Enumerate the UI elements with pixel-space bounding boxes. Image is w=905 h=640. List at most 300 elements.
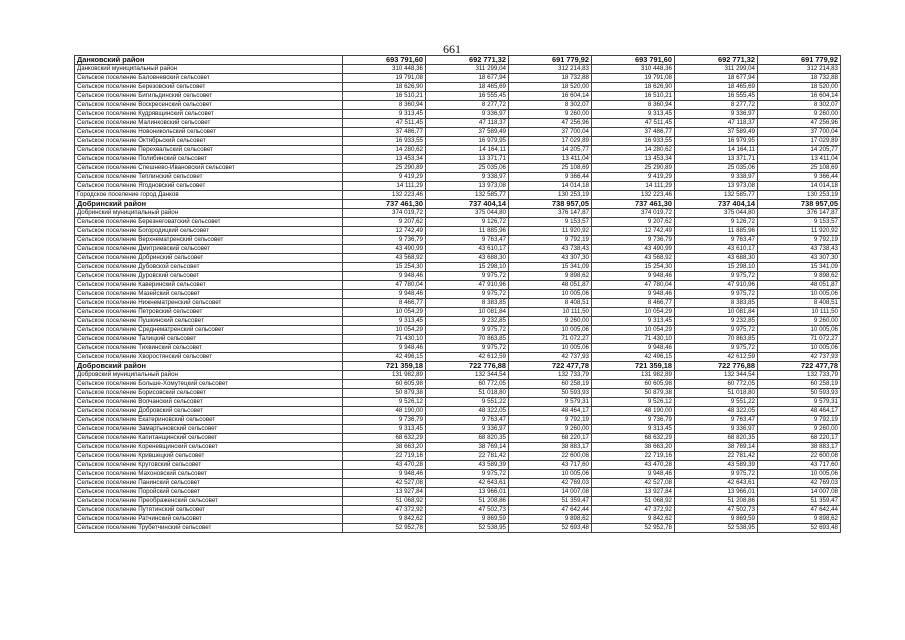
amount-cell: 9 948,46	[592, 272, 675, 281]
amount-cell: 8 302,07	[758, 101, 841, 110]
amount-cell: 10 005,06	[509, 290, 592, 299]
amount-cell: 722 477,78	[758, 362, 841, 371]
amount-cell: 47 372,92	[343, 506, 426, 515]
amount-cell: 9 126,72	[426, 218, 509, 227]
amount-cell: 722 776,88	[675, 362, 758, 371]
amount-cell: 47 511,45	[592, 119, 675, 128]
amount-cell: 9 869,59	[675, 515, 758, 524]
amount-cell: 13 453,34	[343, 155, 426, 164]
amount-cell: 38 769,14	[426, 443, 509, 452]
amount-cell: 48 190,00	[343, 407, 426, 416]
amount-cell: 43 490,99	[592, 245, 675, 254]
amount-cell: 9 898,62	[758, 272, 841, 281]
amount-cell: 132 585,77	[675, 191, 758, 200]
amount-cell: 9 975,72	[675, 290, 758, 299]
amount-cell: 13 927,84	[343, 488, 426, 497]
amount-cell: 8 360,94	[592, 101, 675, 110]
amount-cell: 9 898,62	[509, 272, 592, 281]
table-row	[75, 263, 841, 272]
amount-cell: 15 341,09	[758, 263, 841, 272]
amount-cell: 22 719,16	[592, 452, 675, 461]
settlement-name-cell: Сельское поселение Бигильдинский сельсовет	[75, 92, 343, 101]
table-row	[75, 281, 841, 290]
amount-cell: 17 029,89	[509, 137, 592, 146]
amount-cell: 52 538,95	[675, 524, 758, 533]
amount-cell: 37 486,77	[592, 128, 675, 137]
table-row	[75, 407, 841, 416]
amount-cell: 18 520,00	[509, 83, 592, 92]
table-row	[75, 146, 841, 155]
amount-cell: 17 029,89	[758, 137, 841, 146]
amount-cell: 37 486,77	[343, 128, 426, 137]
amount-cell: 43 610,17	[426, 245, 509, 254]
amount-cell: 43 307,30	[509, 254, 592, 263]
table-row	[75, 137, 841, 146]
amount-cell: 14 205,77	[509, 146, 592, 155]
amount-cell: 10 054,29	[343, 308, 426, 317]
amount-cell: 38 883,17	[509, 443, 592, 452]
amount-cell: 14 280,62	[343, 146, 426, 155]
district-total-row	[75, 362, 841, 371]
table-row	[75, 218, 841, 227]
amount-cell: 43 568,92	[343, 254, 426, 263]
amount-cell: 38 769,14	[675, 443, 758, 452]
amount-cell: 14 014,18	[758, 182, 841, 191]
amount-cell: 18 626,90	[592, 83, 675, 92]
settlement-name-cell: Сельское поселение Панинский сельсовет	[75, 479, 343, 488]
table-row	[75, 461, 841, 470]
settlement-name-cell: Сельское поселение Поройский сельсовет	[75, 488, 343, 497]
amount-cell: 9 763,47	[675, 416, 758, 425]
amount-cell: 10 005,06	[758, 326, 841, 335]
settlement-name-cell: Сельское поселение Ратчинский сельсовет	[75, 515, 343, 524]
amount-cell: 130 253,19	[758, 191, 841, 200]
amount-cell: 43 610,17	[675, 245, 758, 254]
table-row	[75, 434, 841, 443]
amount-cell: 9 975,72	[675, 470, 758, 479]
amount-cell: 14 014,18	[509, 182, 592, 191]
amount-cell: 9 948,46	[592, 290, 675, 299]
amount-cell: 8 302,07	[509, 101, 592, 110]
amount-cell: 47 118,37	[426, 119, 509, 128]
amount-cell: 9 975,72	[675, 326, 758, 335]
amount-cell: 52 693,48	[758, 524, 841, 533]
amount-cell: 43 470,28	[343, 461, 426, 470]
amount-cell: 9 975,72	[426, 326, 509, 335]
amount-cell: 71 430,10	[343, 335, 426, 344]
amount-cell: 132 733,79	[758, 371, 841, 380]
amount-cell: 722 776,88	[426, 362, 509, 371]
table-row	[75, 245, 841, 254]
amount-cell: 51 068,92	[592, 497, 675, 506]
amount-cell: 9 948,46	[592, 470, 675, 479]
amount-cell: 13 973,08	[675, 182, 758, 191]
amount-cell: 47 256,96	[758, 119, 841, 128]
page-number: 661	[443, 42, 461, 56]
amount-cell: 15 298,10	[675, 263, 758, 272]
settlement-name-cell: Сельское поселение Кореневщинский сельсовет	[75, 443, 343, 452]
amount-cell: 14 111,29	[592, 182, 675, 191]
amount-cell: 9 313,45	[343, 425, 426, 434]
amount-cell: 9 232,85	[426, 317, 509, 326]
amount-cell: 311 299,04	[426, 65, 509, 74]
amount-cell: 10 054,29	[592, 308, 675, 317]
amount-cell: 47 642,44	[758, 506, 841, 515]
settlement-name-cell: Сельское поселение Спешнево-Ивановский сельсовет	[75, 164, 343, 173]
amount-cell: 43 688,30	[675, 254, 758, 263]
amount-cell: 13 966,01	[675, 488, 758, 497]
amount-cell: 60 605,98	[592, 380, 675, 389]
amount-cell: 43 688,30	[426, 254, 509, 263]
table-row	[75, 317, 841, 326]
amount-cell: 16 555,45	[426, 92, 509, 101]
amount-cell: 50 593,93	[509, 389, 592, 398]
amount-cell: 14 280,62	[592, 146, 675, 155]
amount-cell: 70 863,85	[675, 335, 758, 344]
table-row	[75, 299, 841, 308]
amount-cell: 693 791,60	[343, 56, 426, 65]
amount-cell: 9 551,22	[675, 398, 758, 407]
amount-cell: 43 717,60	[509, 461, 592, 470]
settlement-name-cell: Сельское поселение Дуровский сельсовет	[75, 272, 343, 281]
amount-cell: 9 207,62	[592, 218, 675, 227]
amount-cell: 11 920,92	[758, 227, 841, 236]
amount-cell: 9 153,57	[509, 218, 592, 227]
amount-cell: 376 147,87	[509, 209, 592, 218]
amount-cell: 312 214,83	[509, 65, 592, 74]
table-row	[75, 173, 841, 182]
amount-cell: 9 975,72	[426, 272, 509, 281]
amount-cell: 11 920,92	[509, 227, 592, 236]
amount-cell: 9 153,57	[758, 218, 841, 227]
amount-cell: 738 957,05	[758, 200, 841, 209]
amount-cell: 9 792,19	[509, 416, 592, 425]
table-row	[75, 308, 841, 317]
amount-cell: 132 223,46	[343, 191, 426, 200]
settlement-name-cell: Сельское поселение Баловневский сельсовет	[75, 74, 343, 83]
amount-cell: 18 732,88	[509, 74, 592, 83]
amount-cell: 737 404,14	[675, 200, 758, 209]
settlement-name-cell: Сельское поселение Дубовской сельсовет	[75, 263, 343, 272]
amount-cell: 14 164,11	[426, 146, 509, 155]
settlement-name-cell: Сельское поселение Березовский сельсовет	[75, 83, 343, 92]
amount-cell: 9 419,29	[592, 173, 675, 182]
amount-cell: 38 883,17	[758, 443, 841, 452]
amount-cell: 68 820,35	[426, 434, 509, 443]
amount-cell: 48 322,05	[426, 407, 509, 416]
amount-cell: 374 019,72	[343, 209, 426, 218]
amount-cell: 47 502,73	[426, 506, 509, 515]
amount-cell: 9 948,46	[343, 470, 426, 479]
amount-cell: 737 404,14	[426, 200, 509, 209]
amount-cell: 13 411,04	[509, 155, 592, 164]
amount-cell: 14 164,11	[675, 146, 758, 155]
amount-cell: 9 260,00	[509, 110, 592, 119]
amount-cell: 9 313,45	[343, 317, 426, 326]
amount-cell: 9 948,46	[343, 344, 426, 353]
amount-cell: 374 019,72	[592, 209, 675, 218]
amount-cell: 10 111,50	[509, 308, 592, 317]
settlement-name-cell: Сельское поселение Мазейский сельсовет	[75, 290, 343, 299]
table-row	[75, 74, 841, 83]
amount-cell: 50 593,93	[758, 389, 841, 398]
table-row	[75, 398, 841, 407]
amount-cell: 47 511,45	[343, 119, 426, 128]
district-name-cell: Данковский район	[75, 56, 343, 65]
table-row	[75, 110, 841, 119]
amount-cell: 9 366,44	[758, 173, 841, 182]
amount-cell: 43 717,60	[758, 461, 841, 470]
amount-cell: 51 018,80	[426, 389, 509, 398]
amount-cell: 68 632,29	[343, 434, 426, 443]
settlement-name-cell: Сельское поселение Капитанщинский сельсовет	[75, 434, 343, 443]
settlement-name-cell: Сельское поселение Перехвальский сельсовет	[75, 146, 343, 155]
settlement-name-cell: Сельское поселение Добринский сельсовет	[75, 254, 343, 263]
amount-cell: 10 005,06	[758, 470, 841, 479]
amount-cell: 18 465,69	[675, 83, 758, 92]
amount-cell: 42 612,59	[426, 353, 509, 362]
amount-cell: 13 973,08	[426, 182, 509, 191]
amount-cell: 15 254,30	[343, 263, 426, 272]
amount-cell: 9 763,47	[426, 416, 509, 425]
settlement-name-cell: Сельское поселение Березнеговатский сельсовет	[75, 218, 343, 227]
amount-cell: 9 736,79	[592, 416, 675, 425]
amount-cell: 16 510,21	[592, 92, 675, 101]
amount-cell: 9 260,00	[758, 425, 841, 434]
amount-cell: 9 260,00	[758, 110, 841, 119]
amount-cell: 312 214,83	[758, 65, 841, 74]
amount-cell: 9 792,19	[758, 416, 841, 425]
amount-cell: 25 290,89	[343, 164, 426, 173]
amount-cell: 50 879,38	[343, 389, 426, 398]
amount-cell: 42 527,08	[592, 479, 675, 488]
amount-cell: 8 408,51	[758, 299, 841, 308]
amount-cell: 42 769,03	[509, 479, 592, 488]
amount-cell: 43 589,39	[675, 461, 758, 470]
amount-cell: 8 360,94	[343, 101, 426, 110]
amount-cell: 51 068,92	[343, 497, 426, 506]
amount-cell: 10 005,06	[509, 326, 592, 335]
amount-cell: 16 979,95	[675, 137, 758, 146]
amount-cell: 9 526,12	[592, 398, 675, 407]
amount-cell: 71 072,27	[758, 335, 841, 344]
amount-cell: 722 477,78	[509, 362, 592, 371]
amount-cell: 71 072,27	[509, 335, 592, 344]
amount-cell: 9 948,46	[592, 344, 675, 353]
amount-cell: 9 948,46	[343, 290, 426, 299]
amount-cell: 51 018,80	[675, 389, 758, 398]
amount-cell: 18 626,90	[343, 83, 426, 92]
settlement-name-cell: Сельское поселение Воскресенский сельсовет	[75, 101, 343, 110]
settlement-name-cell: Сельское поселение Новоникольский сельсовет	[75, 128, 343, 137]
budget-table	[74, 55, 841, 533]
amount-cell: 132 223,46	[592, 191, 675, 200]
amount-cell: 375 044,80	[675, 209, 758, 218]
table-row	[75, 416, 841, 425]
amount-cell: 375 044,80	[426, 209, 509, 218]
amount-cell: 11 885,96	[426, 227, 509, 236]
settlement-name-cell: Сельское поселение Махоновский сельсовет	[75, 470, 343, 479]
amount-cell: 132 585,77	[426, 191, 509, 200]
amount-cell: 9 975,72	[675, 344, 758, 353]
amount-cell: 60 772,05	[426, 380, 509, 389]
settlement-name-cell: Сельское поселение Трубетчинский сельсовет	[75, 524, 343, 533]
amount-cell: 9 526,12	[343, 398, 426, 407]
table-row	[75, 380, 841, 389]
amount-cell: 51 208,86	[426, 497, 509, 506]
amount-cell: 47 256,96	[509, 119, 592, 128]
table-row	[75, 344, 841, 353]
table-row	[75, 254, 841, 263]
table-row	[75, 488, 841, 497]
amount-cell: 48 051,87	[509, 281, 592, 290]
amount-cell: 13 453,34	[592, 155, 675, 164]
table-row	[75, 353, 841, 362]
table-row	[75, 92, 841, 101]
amount-cell: 9 763,47	[675, 236, 758, 245]
amount-cell: 47 910,96	[426, 281, 509, 290]
amount-cell: 42 643,61	[675, 479, 758, 488]
table-row	[75, 479, 841, 488]
amount-cell: 60 772,05	[675, 380, 758, 389]
amount-cell: 14 111,29	[343, 182, 426, 191]
amount-cell: 721 359,18	[592, 362, 675, 371]
amount-cell: 18 732,88	[758, 74, 841, 83]
amount-cell: 9 551,22	[426, 398, 509, 407]
amount-cell: 60 258,19	[758, 380, 841, 389]
amount-cell: 9 336,97	[675, 110, 758, 119]
amount-cell: 691 779,92	[509, 56, 592, 65]
settlement-name-cell: Сельское поселение Крутовский сельсовет	[75, 461, 343, 470]
table-row	[75, 515, 841, 524]
amount-cell: 9 736,79	[343, 416, 426, 425]
amount-cell: 10 054,29	[343, 326, 426, 335]
amount-cell: 131 982,89	[343, 371, 426, 380]
settlement-name-cell: Сельское поселение Октябрьский сельсовет	[75, 137, 343, 146]
table-row	[75, 326, 841, 335]
amount-cell: 10 054,29	[592, 326, 675, 335]
amount-cell: 18 465,69	[426, 83, 509, 92]
table-row	[75, 182, 841, 191]
table-row	[75, 128, 841, 137]
amount-cell: 130 253,19	[509, 191, 592, 200]
amount-cell: 47 502,73	[675, 506, 758, 515]
amount-cell: 10 005,06	[758, 290, 841, 299]
amount-cell: 16 933,55	[592, 137, 675, 146]
amount-cell: 68 220,17	[758, 434, 841, 443]
settlement-name-cell: Сельское поселение Замартыновский сельсовет	[75, 425, 343, 434]
amount-cell: 132 344,54	[426, 371, 509, 380]
amount-cell: 48 190,00	[592, 407, 675, 416]
district-name-cell: Добровский район	[75, 362, 343, 371]
table-row	[75, 191, 841, 200]
amount-cell: 47 780,04	[592, 281, 675, 290]
amount-cell: 9 736,79	[343, 236, 426, 245]
amount-cell: 9 336,97	[426, 425, 509, 434]
table-row	[75, 209, 841, 218]
amount-cell: 9 338,97	[675, 173, 758, 182]
amount-cell: 43 490,99	[343, 245, 426, 254]
amount-cell: 9 898,62	[758, 515, 841, 524]
amount-cell: 13 371,71	[426, 155, 509, 164]
amount-cell: 51 359,47	[509, 497, 592, 506]
amount-cell: 70 863,85	[426, 335, 509, 344]
amount-cell: 48 464,17	[509, 407, 592, 416]
amount-cell: 43 568,92	[592, 254, 675, 263]
amount-cell: 68 820,35	[675, 434, 758, 443]
settlement-name-cell: Сельское поселение Крившецкий сельсовет	[75, 452, 343, 461]
amount-cell: 22 781,42	[426, 452, 509, 461]
amount-cell: 12 742,49	[592, 227, 675, 236]
district-total-row	[75, 56, 841, 65]
amount-cell: 52 538,95	[426, 524, 509, 533]
amount-cell: 15 341,09	[509, 263, 592, 272]
amount-cell: 22 600,08	[509, 452, 592, 461]
amount-cell: 47 118,37	[675, 119, 758, 128]
amount-cell: 10 005,06	[509, 470, 592, 479]
amount-cell: 16 933,55	[343, 137, 426, 146]
amount-cell: 311 299,04	[675, 65, 758, 74]
amount-cell: 13 927,84	[592, 488, 675, 497]
table-row	[75, 389, 841, 398]
settlement-name-cell: Сельское поселение Верхнематренский сельсовет	[75, 236, 343, 245]
amount-cell: 9 579,31	[509, 398, 592, 407]
amount-cell: 43 738,43	[509, 245, 592, 254]
amount-cell: 9 948,46	[343, 272, 426, 281]
amount-cell: 48 322,05	[675, 407, 758, 416]
amount-cell: 47 910,96	[675, 281, 758, 290]
amount-cell: 132 344,54	[675, 371, 758, 380]
settlement-name-cell: Сельское поселение Каверинский сельсовет	[75, 281, 343, 290]
amount-cell: 692 771,32	[426, 56, 509, 65]
settlement-name-cell: Сельское поселение Екатериновский сельсовет	[75, 416, 343, 425]
amount-cell: 9 313,45	[592, 425, 675, 434]
amount-cell: 9 207,62	[343, 218, 426, 227]
amount-cell: 692 771,32	[675, 56, 758, 65]
amount-cell: 37 700,04	[758, 128, 841, 137]
amount-cell: 25 290,89	[592, 164, 675, 173]
amount-cell: 47 372,92	[592, 506, 675, 515]
settlement-name-cell: Сельское поселение Борисовский сельсовет	[75, 389, 343, 398]
amount-cell: 43 589,39	[426, 461, 509, 470]
table-row	[75, 506, 841, 515]
amount-cell: 18 677,94	[675, 74, 758, 83]
district-name-cell: Добринский район	[75, 200, 343, 209]
amount-cell: 37 589,49	[426, 128, 509, 137]
amount-cell: 22 600,08	[758, 452, 841, 461]
amount-cell: 9 869,59	[426, 515, 509, 524]
amount-cell: 42 496,15	[592, 353, 675, 362]
amount-cell: 22 781,42	[675, 452, 758, 461]
amount-cell: 10 005,06	[509, 344, 592, 353]
amount-cell: 131 982,89	[592, 371, 675, 380]
amount-cell: 9 975,72	[426, 344, 509, 353]
amount-cell: 42 737,93	[758, 353, 841, 362]
amount-cell: 9 126,72	[675, 218, 758, 227]
amount-cell: 310 448,36	[592, 65, 675, 74]
amount-cell: 9 842,62	[343, 515, 426, 524]
amount-cell: 9 313,45	[592, 110, 675, 119]
amount-cell: 8 383,85	[675, 299, 758, 308]
table-row	[75, 83, 841, 92]
table-row	[75, 524, 841, 533]
amount-cell: 25 108,69	[509, 164, 592, 173]
amount-cell: 25 035,06	[426, 164, 509, 173]
amount-cell: 48 051,87	[758, 281, 841, 290]
amount-cell: 60 258,19	[509, 380, 592, 389]
amount-cell: 9 336,97	[675, 425, 758, 434]
amount-cell: 68 220,17	[509, 434, 592, 443]
